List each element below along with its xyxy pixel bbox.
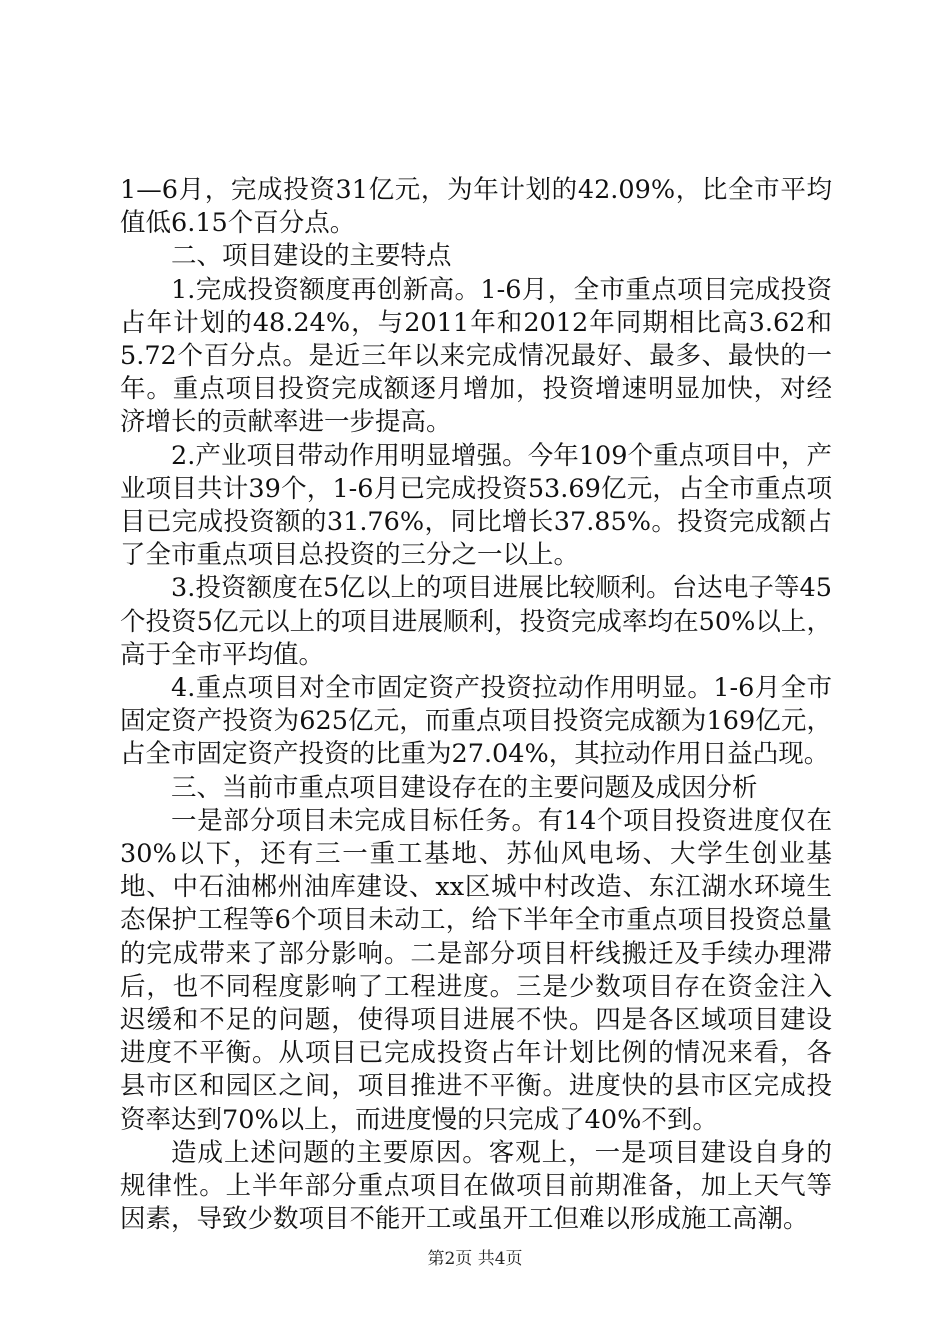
paragraph-fixed-asset-pull: 4.重点项目对全市固定资产投资拉动作用明显。1-6月全市固定资产投资为625亿元，而重点项目投资完成额为169亿元，占全市固定资产投资的比重为27.04%，其拉动作用日益凸现。 — [120, 673, 832, 770]
paragraph-continuation: 1—6月，完成投资31亿元，为年计划的42.09%，比全市平均值低6.15个百分点。 — [120, 175, 832, 239]
paragraph-industry-projects: 2.产业项目带动作用明显增强。今年109个重点项目中，产业项目共计39个，1-6月已完成投资53.69亿元，占全市重点项目已完成投资额的31.76%，同比增长37.85%。投资完成额占了全市重点项目总投资的三分之一以上。 — [120, 440, 832, 571]
section-heading-features: 二、项目建设的主要特点 — [171, 241, 452, 272]
section-heading-problems: 三、当前市重点项目建设存在的主要问题及成因分析 — [171, 772, 758, 803]
page-footer: 第2页 共4页 — [427, 1249, 523, 1269]
paragraph-problems: 一是部分项目未完成目标任务。有14个项目投资进度仅在30%以下，还有三一重工基地、苏仙风电场、大学生创业基地、中石油郴州油库建设、xx区城中村改造、东江湖水环境生态保护工程等6个项目未动工，给下半年全市重点项目投资总量的完成带来了部分影响。二是部分项目杆线搬迁及手续办理滞后，也不同程度影响了工程进度。三是少数项目存在资金注入迟缓和不足的问题，使得项目进展不快。四是各区域项目建设进度不平衡。从项目已完成投资占年计划比例的情况来看，各县市区和园区之间，项目推进不平衡。进度快的县市区完成投资率达到70%以上，而进度慢的只完成了40%不到。 — [120, 805, 832, 1135]
paragraph-investment-record: 1.完成投资额度再创新高。1-6月，全市重点项目完成投资占年计划的48.24%，与2011年和2012年同期相比高3.62和5.72个百分点。是近三年以来完成情况最好、最多、最快的一年。重点项目投资完成额逐月增加，投资增速明显加快，对经济增长的贡献率进一步提高。 — [120, 274, 832, 438]
document-body — [120, 174, 832, 1237]
paragraph-causes: 造成上述问题的主要原因。客观上，一是项目建设自身的规律性。上半年部分重点项目在做项目前期准备，加上天气等因素，导致少数项目不能开工或虽开工但难以形成施工高潮。 — [120, 1137, 832, 1235]
paragraph-large-projects: 3.投资额度在5亿以上的项目进展比较顺利。台达电子等45个投资5亿元以上的项目进展顺利，投资完成率均在50%以上，高于全市平均值。 — [120, 573, 832, 670]
